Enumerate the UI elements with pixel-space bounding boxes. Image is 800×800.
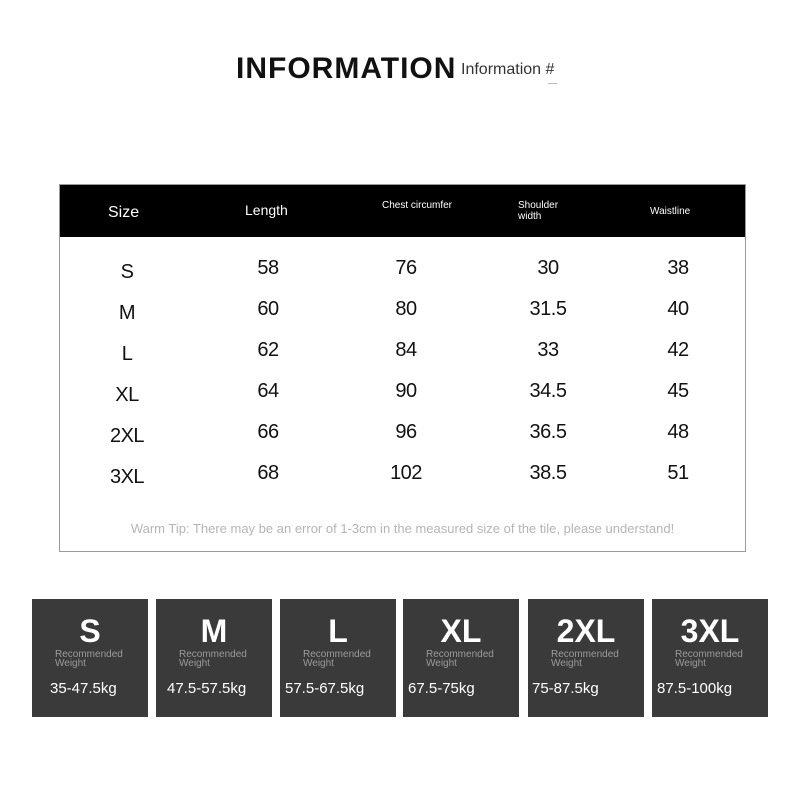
cell-length: 66 [257, 421, 279, 443]
subtitle-underline [548, 83, 557, 84]
cell-shoulder: 33 [537, 339, 559, 361]
card-size-label: M [200, 613, 228, 649]
header-length: Length [245, 202, 288, 218]
table-row [60, 421, 745, 462]
cell-waistline: 48 [667, 421, 689, 443]
cell-chest: 76 [395, 257, 417, 279]
cell-length: 62 [257, 339, 279, 361]
cell-waistline: 38 [667, 257, 689, 279]
page-title: INFORMATION [236, 52, 457, 85]
header-shoulder: Shoulder width [518, 200, 559, 222]
recommended-weight-label: Recommended Weight [426, 649, 494, 669]
recommended-weight-label: Recommended Weight [303, 649, 371, 669]
card-size-label: 3XL [680, 613, 740, 649]
card-weight-range: 57.5-67.5kg [285, 680, 365, 697]
cell-length: 58 [257, 257, 279, 279]
weight-card-3xl [652, 599, 768, 717]
cell-shoulder: 34.5 [529, 380, 567, 402]
cell-chest: 84 [395, 339, 417, 361]
recommended-weight-label: Recommended Weight [55, 649, 123, 669]
cell-length: 68 [257, 462, 279, 484]
warm-tip: Warm Tip: There may be an error of 1-3cm in the measured size of the tile, please understand! [130, 521, 675, 536]
table-row [60, 298, 745, 339]
cell-shoulder: 38.5 [529, 462, 567, 484]
table-row [60, 257, 745, 298]
header-chest: Chest circumfer [382, 200, 453, 211]
header-waistline: Waistline [650, 206, 691, 217]
cell-chest: 90 [395, 380, 417, 402]
card-size-label: L [328, 613, 348, 649]
card-weight-range: 35-47.5kg [50, 680, 117, 697]
cell-size: 2XL [109, 425, 145, 447]
weight-card-s [32, 599, 148, 717]
cell-size: 3XL [109, 466, 145, 488]
cell-size: M [118, 302, 136, 324]
table-row [60, 339, 745, 380]
card-size-label: XL [440, 613, 482, 649]
weight-card-m [156, 599, 272, 717]
cell-chest: 96 [395, 421, 417, 443]
cell-length: 64 [257, 380, 279, 402]
weight-card-2xl [528, 599, 644, 717]
page-header [0, 50, 800, 94]
recommended-weight-label: Recommended Weight [551, 649, 619, 669]
cell-size: XL [115, 384, 139, 406]
cell-waistline: 51 [667, 462, 689, 484]
cell-shoulder: 30 [537, 257, 559, 279]
recommended-weight-label: Recommended Weight [675, 649, 743, 669]
table-header-row [60, 185, 745, 237]
header-size: Size [108, 204, 140, 221]
cell-shoulder: 31.5 [529, 298, 567, 320]
table-row [60, 462, 745, 503]
cell-waistline: 40 [667, 298, 689, 320]
card-weight-range: 87.5-100kg [657, 680, 733, 697]
cell-waistline: 42 [667, 339, 689, 361]
size-chart-table [59, 184, 746, 552]
card-size-label: 2XL [556, 613, 616, 649]
cell-size: S [120, 261, 134, 283]
card-size-label: S [79, 613, 101, 649]
cell-chest: 102 [390, 462, 422, 484]
card-weight-range: 47.5-57.5kg [167, 680, 247, 697]
card-weight-range: 75-87.5kg [532, 680, 599, 697]
recommended-weight-cards [32, 599, 772, 717]
recommended-weight-label: Recommended Weight [179, 649, 247, 669]
card-weight-range: 67.5-75kg [408, 680, 475, 697]
weight-card-l [280, 599, 396, 717]
cell-waistline: 45 [667, 380, 689, 402]
cell-shoulder: 36.5 [529, 421, 567, 443]
cell-chest: 80 [395, 298, 417, 320]
weight-card-xl [403, 599, 519, 717]
table-row [60, 380, 745, 421]
cell-length: 60 [257, 298, 279, 320]
page-subtitle: Information # [461, 61, 555, 78]
cell-size: L [121, 343, 133, 365]
